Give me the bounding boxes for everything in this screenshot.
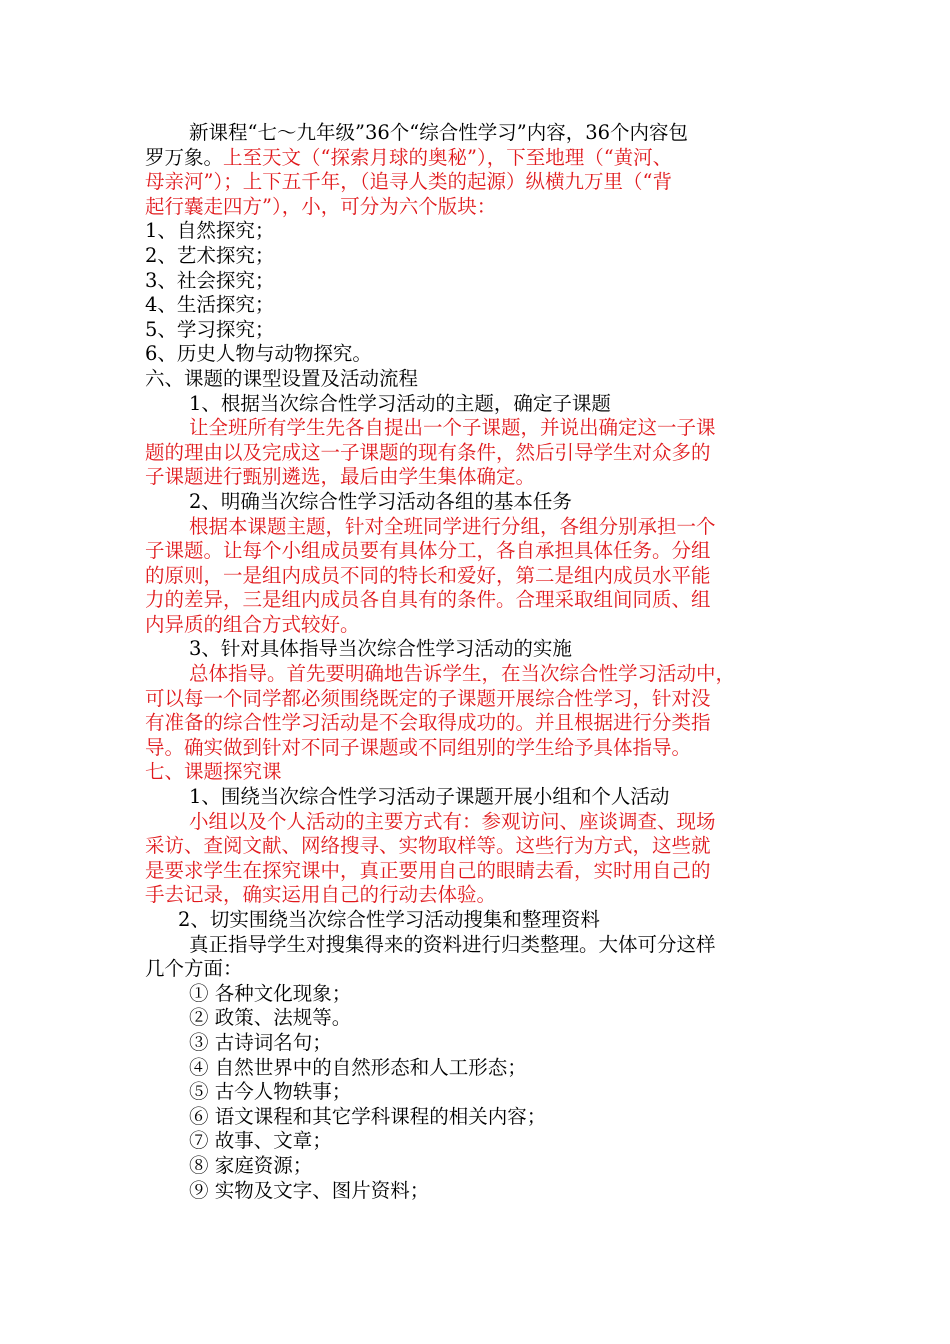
text-line — [145, 957, 815, 982]
highlighted-text-segment: 起行囊走四方”），小，可分为六个版块： — [145, 194, 497, 218]
text-line — [145, 244, 815, 269]
text-segment: 六、课题的课型设置及活动流程 — [145, 366, 419, 390]
highlighted-text-segment: 总体指导。首先要明确地告诉学生，在当次综合性学习活动中， — [189, 662, 736, 686]
highlighted-text-segment: 内异质的组合方式较好。 — [145, 612, 360, 636]
highlighted-text-segment: 七、课题探究课 — [145, 760, 282, 784]
text-line — [145, 515, 815, 540]
highlighted-text-segment: 手去记录，确实运用自己的行动去体验。 — [145, 883, 497, 907]
highlighted-text-segment: 可以每一个同学都必须围绕既定的子课题开展综合性学习，针对没 — [145, 686, 711, 710]
text-segment: 1、自然探究； — [145, 219, 275, 243]
text-segment: 4、生活探究； — [145, 293, 275, 317]
text-line — [145, 662, 815, 687]
text-segment: 3、针对具体指导当次综合性学习活动的实施 — [189, 637, 572, 661]
text-line — [145, 465, 815, 490]
text-line — [145, 810, 815, 835]
text-segment: ③ 古诗词名句； — [189, 1030, 332, 1054]
text-segment: ① 各种文化现象； — [189, 981, 352, 1005]
text-line — [145, 760, 815, 785]
text-line — [145, 859, 815, 884]
text-line — [145, 1105, 815, 1130]
text-line — [145, 121, 815, 146]
text-segment: 2、明确当次综合性学习活动各组的基本任务 — [189, 489, 572, 513]
text-line — [145, 711, 815, 736]
text-line — [145, 219, 815, 244]
text-segment: ④ 自然世界中的自然形态和人工形态； — [189, 1055, 527, 1079]
highlighted-text-segment: 上至天文（“探索月球的奥秘”），下至地理（“黄河、 — [223, 145, 673, 169]
text-line — [145, 318, 815, 343]
text-line — [145, 367, 815, 392]
text-segment: 罗万象。 — [145, 145, 224, 169]
text-line — [145, 539, 815, 564]
text-line — [145, 490, 815, 515]
highlighted-text-segment: 采访、查阅文献、网络搜寻、实物取样等。这些行为方式，这些就 — [145, 834, 711, 858]
text-line — [145, 1056, 815, 1081]
text-line — [145, 392, 815, 417]
text-line — [145, 342, 815, 367]
text-segment: 5、学习探究； — [145, 317, 275, 341]
text-line — [145, 588, 815, 613]
text-line — [145, 1179, 815, 1204]
text-line — [145, 269, 815, 294]
text-line — [145, 637, 815, 662]
text-line — [145, 982, 815, 1007]
text-line — [145, 1129, 815, 1154]
text-segment: ⑥ 语文课程和其它学科课程的相关内容； — [189, 1104, 547, 1128]
highlighted-text-segment: 子课题进行甄别遴选，最后由学生集体确定。 — [145, 465, 536, 489]
text-segment: ⑨ 实物及文字、图片资料； — [189, 1178, 430, 1202]
highlighted-text-segment: 导。确实做到针对不同子课题或不同组别的学生给予具体指导。 — [145, 735, 692, 759]
text-line — [145, 416, 815, 441]
highlighted-text-segment: 题的理由以及完成这一子课题的现有条件，然后引导学生对众多的 — [145, 440, 711, 464]
text-segment: 真正指导学生对搜集得来的资料进行归类整理。大体可分这样 — [189, 932, 716, 956]
text-line — [145, 170, 815, 195]
text-line — [145, 933, 815, 958]
text-line — [145, 883, 815, 908]
text-line — [145, 1080, 815, 1105]
highlighted-text-segment: 有准备的综合性学习活动是不会取得成功的。并且根据进行分类指 — [145, 711, 711, 735]
text-segment: 新课程“七～九年级”36个“综合性学习”内容，36个内容包 — [189, 121, 689, 144]
text-segment: 6、历史人物与动物探究。 — [145, 342, 372, 366]
highlighted-text-segment: 是要求学生在探究课中，真正要用自己的眼睛去看，实时用自己的 — [145, 858, 711, 882]
text-line — [145, 564, 815, 589]
text-segment: ② 政策、法规等。 — [189, 1006, 352, 1030]
text-line — [145, 195, 815, 220]
highlighted-text-segment: 让全班所有学生先各自提出一个子课题，并说出确定这一子课 — [189, 416, 716, 440]
text-line — [145, 293, 815, 318]
highlighted-text-segment: 根据本课题主题，针对全班同学进行分组，各组分别承担一个 — [189, 514, 716, 538]
text-line — [145, 1006, 815, 1031]
text-segment: 2、切实围绕当次综合性学习活动搜集和整理资料 — [178, 908, 600, 931]
text-line — [145, 146, 815, 171]
text-segment: ⑤ 古今人物轶事； — [189, 1080, 352, 1104]
text-line — [145, 1031, 815, 1056]
highlighted-text-segment: 力的差异，三是组内成员各自具有的条件。合理采取组间同质、组 — [145, 588, 711, 612]
text-segment: ⑦ 故事、文章； — [189, 1129, 332, 1153]
text-segment: 1、根据当次综合性学习活动的主题，确定子课题 — [189, 391, 611, 415]
text-line — [145, 908, 815, 933]
text-line — [145, 613, 815, 638]
text-line — [145, 1154, 815, 1179]
text-line — [145, 441, 815, 466]
text-segment: 3、社会探究； — [145, 268, 275, 292]
text-segment: 几个方面： — [145, 957, 243, 981]
document-body — [145, 121, 815, 1203]
highlighted-text-segment: 母亲河”）；上下五千年，（追寻人类的起源）纵横九万里（“背 — [145, 170, 672, 194]
text-segment: 1、围绕当次综合性学习活动子课题开展小组和个人活动 — [189, 785, 670, 809]
highlighted-text-segment: 子课题。让每个小组成员要有具体分工，各自承担具体任务。分组 — [145, 539, 711, 563]
text-line — [145, 687, 815, 712]
highlighted-text-segment: 小组以及个人活动的主要方式有：参观访问、座谈调查、现场 — [189, 809, 716, 833]
text-line — [145, 785, 815, 810]
text-segment: 2、艺术探究； — [145, 243, 275, 267]
text-line — [145, 834, 815, 859]
text-segment: ⑧ 家庭资源； — [189, 1153, 313, 1177]
highlighted-text-segment: 的原则，一是组内成员不同的特长和爱好，第二是组内成员水平能 — [145, 563, 711, 587]
text-line — [145, 736, 815, 761]
